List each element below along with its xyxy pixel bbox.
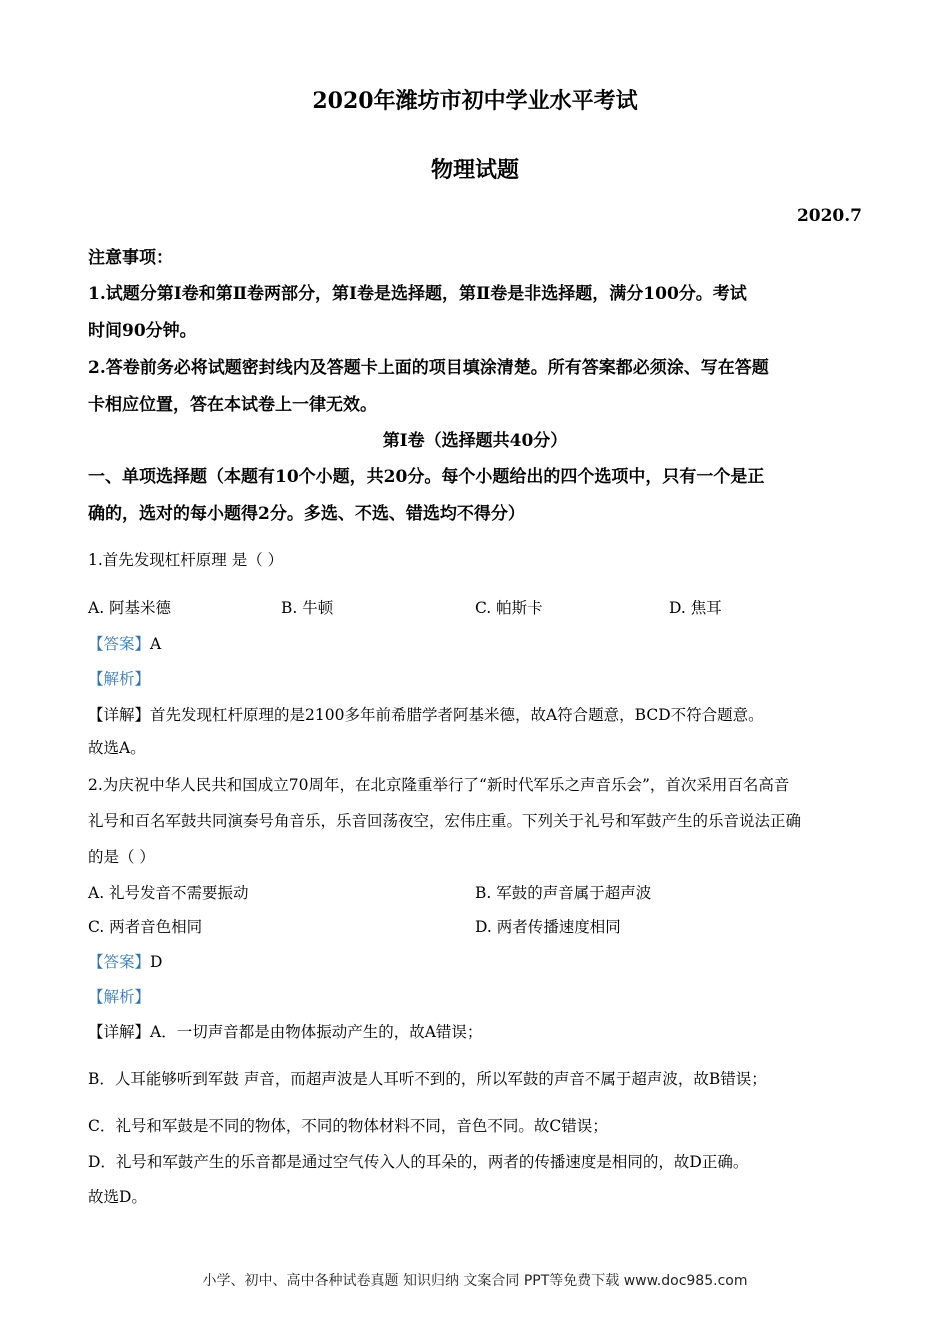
q1-detail-text: 首先发现杠杆原理的是2100多年前希腊学者阿基米德，故A符合题意，BCD不符合题意。 — [150, 706, 764, 724]
q1-answer — [88, 632, 161, 654]
q1-option-d: D. 焦耳 — [669, 599, 722, 617]
q1-answer-value: A — [150, 635, 162, 653]
exam-title: 2020年潍坊市初中学业水平考试 — [312, 88, 638, 114]
q1-analysis-tag: 【解析】 — [88, 670, 151, 688]
q2-stem-c: 的是（ ） — [88, 848, 155, 866]
q2-detail-d: D．礼号和军鼓产生的乐音都是通过空气传入人的耳朵的，两者的传播速度是相同的，故D正确。 — [88, 1153, 749, 1171]
notes-line-2a: 2.答卷前务必将试题密封线内及答题卡上面的项目填涂清楚。所有答案都必须涂、写在答题 — [88, 358, 769, 378]
notes-line-2b: 卡相应位置，答在本试卷上一律无效。 — [88, 395, 377, 415]
q2-stem-a: 2.为庆祝中华人民共和国成立70周年，在北京隆重举行了“新时代军乐之声音乐会”，首次采用百名高音 — [88, 776, 790, 794]
q2-conclusion: 故选D。 — [88, 1188, 147, 1206]
q2-option-c: C. 两者音色相同 — [88, 918, 203, 936]
q1-stem: 1.首先发现杠杆原理 是（ ） — [88, 551, 284, 569]
notes-line-1b: 时间90分钟。 — [88, 321, 197, 341]
answer-tag: 【答案】 — [88, 953, 151, 971]
answer-tag: 【答案】 — [88, 635, 151, 653]
q2-option-a: A. 礼号发音不需要振动 — [88, 884, 249, 902]
q2-option-d: D. 两者传播速度相同 — [475, 918, 621, 936]
notes-line-1a: 1.试题分第Ⅰ卷和第Ⅱ卷两部分，第Ⅰ卷是选择题，第Ⅱ卷是非选择题，满分100分。考试 — [88, 284, 747, 304]
detail-tag: 【详解】 — [88, 706, 151, 724]
section-instruction-b: 确的，选对的每小题得2分。多选、不选、错选均不得分） — [88, 504, 525, 524]
q2-analysis-tag: 【解析】 — [88, 988, 151, 1006]
q2-answer — [88, 950, 162, 972]
q1-detail — [88, 703, 764, 725]
q1-option-b: B. 牛顿 — [281, 599, 334, 617]
q2-detail-a-text: A．一切声音都是由物体振动产生的，故A错误； — [150, 1023, 483, 1041]
part-title: 第Ⅰ卷（选择题共40分） — [382, 431, 568, 451]
q2-detail-b: B．人耳能够听到军鼓 声音，而超声波是人耳听不到的，所以军鼓的声音不属于超声波，故B错误； — [88, 1070, 767, 1088]
q2-stem-b: 礼号和百名军鼓共同演奏号角音乐，乐音回荡夜空，宏伟庄重。下列关于礼号和军鼓产生的乐音说法正确 — [88, 812, 802, 830]
q1-option-c: C. 帕斯卡 — [475, 599, 543, 617]
detail-tag: 【详解】 — [88, 1023, 151, 1041]
exam-date: 2020.7 — [796, 206, 862, 226]
q1-conclusion: 故选A。 — [88, 739, 146, 757]
q1-option-a: A. 阿基米德 — [88, 599, 172, 617]
q2-detail-c: C．礼号和军鼓是不同的物体，不同的物体材料不同，音色不同。故C错误； — [88, 1117, 608, 1135]
q2-option-b: B. 军鼓的声音属于超声波 — [475, 884, 652, 902]
notes-heading: 注意事项： — [88, 248, 173, 268]
section-instruction-a: 一、单项选择题（本题有10个小题，共20分。每个小题给出的四个选项中，只有一个是正 — [88, 467, 765, 487]
exam-subject: 物理试题 — [430, 157, 519, 183]
q2-detail-a — [88, 1020, 482, 1042]
page-footer: 小学、初中、高中各种试卷真题 知识归纳 文案合同 PPT等免费下载 www.doc985.com — [202, 1273, 748, 1289]
q2-answer-value: D — [150, 953, 163, 971]
